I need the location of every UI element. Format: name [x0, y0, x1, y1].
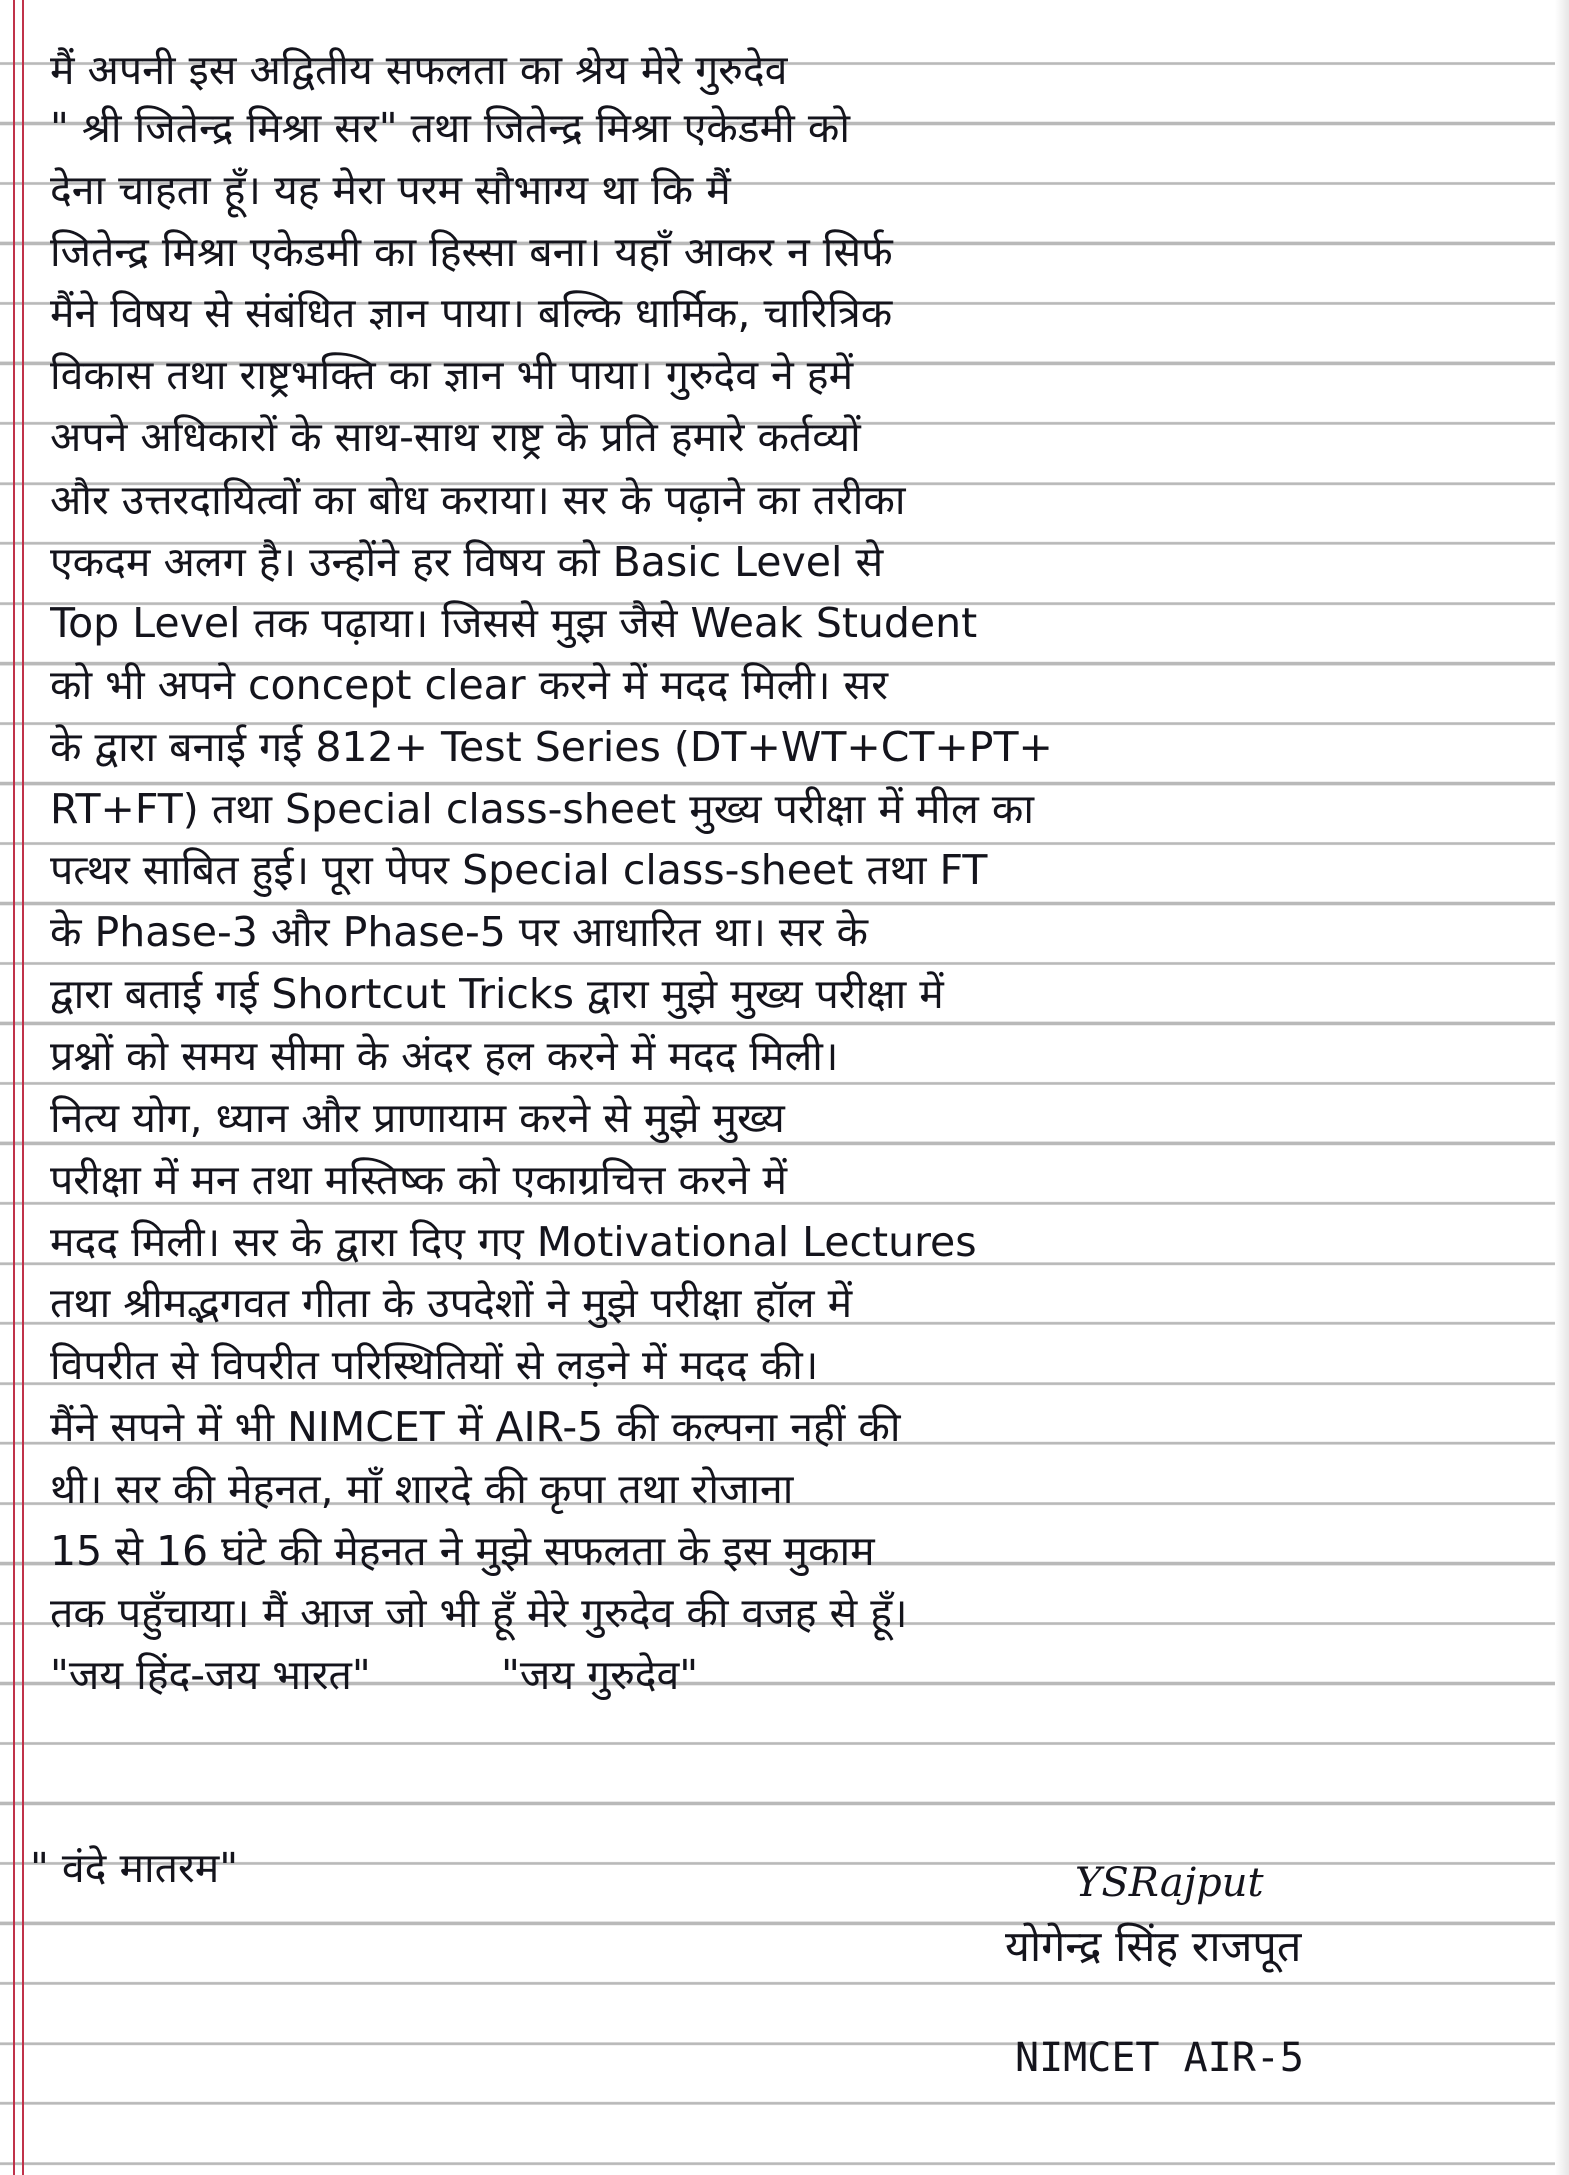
letter-line: " श्री जितेन्द्र मिश्रा सर" तथा जितेन्द्र मिश्रा एकेडमी को [50, 104, 850, 152]
margin-line-inner [22, 0, 24, 2175]
letter-line: द्वारा बताई गई Shortcut Tricks द्वारा मुझे मुख्य परीक्षा में [50, 970, 944, 1018]
letter-line: के Phase-3 और Phase-5 पर आधारित था। सर के [50, 908, 868, 956]
letter-line: नित्य योग, ध्यान और प्राणायाम करने से मुझे मुख्य [50, 1094, 785, 1142]
letter-line: मैंने सपने में भी NIMCET में AIR-5 की कल्पना नहीं की [50, 1403, 901, 1451]
letter-line: मदद मिली। सर के द्वारा दिए गए Motivational Lectures [50, 1218, 977, 1266]
letter-line: विपरीत से विपरीत परिस्थितियों से लड़ने में मदद की। [50, 1341, 819, 1389]
letter-line: तक पहुँचाया। मैं आज जो भी हूँ मेरे गुरुदेव की वजह से हूँ। [50, 1589, 908, 1637]
signature-name: योगेन्द्र सिंह राजपूत [1005, 1922, 1302, 1972]
letter-line: और उत्तरदायित्वों का बोध कराया। सर के पढ़ाने का तरीका [50, 476, 906, 524]
letter-line: प्रश्नों को समय सीमा के अंदर हल करने में मदद मिली। [50, 1032, 839, 1080]
letter-line: RT+FT) तथा Special class-sheet मुख्य परीक्षा में मील का [50, 785, 1034, 833]
slogan-line: "जय हिंद-जय भारत" "जय गुरुदेव" [50, 1651, 699, 1699]
letter-line: परीक्षा में मन तथा मस्तिष्क को एकाग्रचित्त करने में [50, 1156, 788, 1204]
letter-line: देना चाहता हूँ। यह मेरा परम सौभाग्य था कि मैं [50, 166, 731, 214]
letter-line: अपने अधिकारों के साथ-साथ राष्ट्र के प्रति हमारे कर्तव्यों [50, 413, 861, 461]
closing-slogan: " वंदे मातरम" [30, 1844, 239, 1892]
letter-line: मैं अपनी इस अद्वितीय सफलता का श्रेय मेरे गुरुदेव [50, 46, 788, 94]
letter-line: जितेन्द्र मिश्रा एकेडमी का हिस्सा बना। यहाँ आकर न सिर्फ [50, 228, 893, 276]
letter-line: मैंने विषय से संबंधित ज्ञान पाया। बल्कि धार्मिक, चारित्रिक [50, 289, 893, 337]
margin-line-outer [13, 0, 15, 2175]
letter-line: के द्वारा बनाई गई 812+ Test Series (DT+WT+CT+PT+ [50, 723, 1053, 771]
letter-line: Top Level तक पढ़ाया। जिससे मुझ जैसे Weak Student [50, 599, 978, 647]
letter-line: थी। सर की मेहनत, माँ शारदे की कृपा तथा रोजाना [50, 1465, 794, 1513]
page-edge-shadow [1555, 0, 1569, 2175]
letter-line: तथा श्रीमद्भगवत गीता के उपदेशों ने मुझे परीक्षा हॉल में [50, 1279, 853, 1327]
letter-line: 15 से 16 घंटे की मेहनत ने मुझे सफलता के इस मुकाम [50, 1527, 875, 1575]
signature-rank: NIMCET AIR-5 [1015, 2035, 1304, 2081]
letter-line: विकास तथा राष्ट्रभक्ति का ज्ञान भी पाया। गुरुदेव ने हमें [50, 351, 854, 399]
letter-line: को भी अपने concept clear करने में मदद मिली। सर [50, 661, 888, 709]
letter-line: एकदम अलग है। उन्होंने हर विषय को Basic Level से [50, 538, 884, 586]
letter-line: पत्थर साबित हुई। पूरा पेपर Special class-sheet तथा FT [50, 846, 988, 894]
signature-scribble: YSRajput [1075, 1860, 1264, 1906]
